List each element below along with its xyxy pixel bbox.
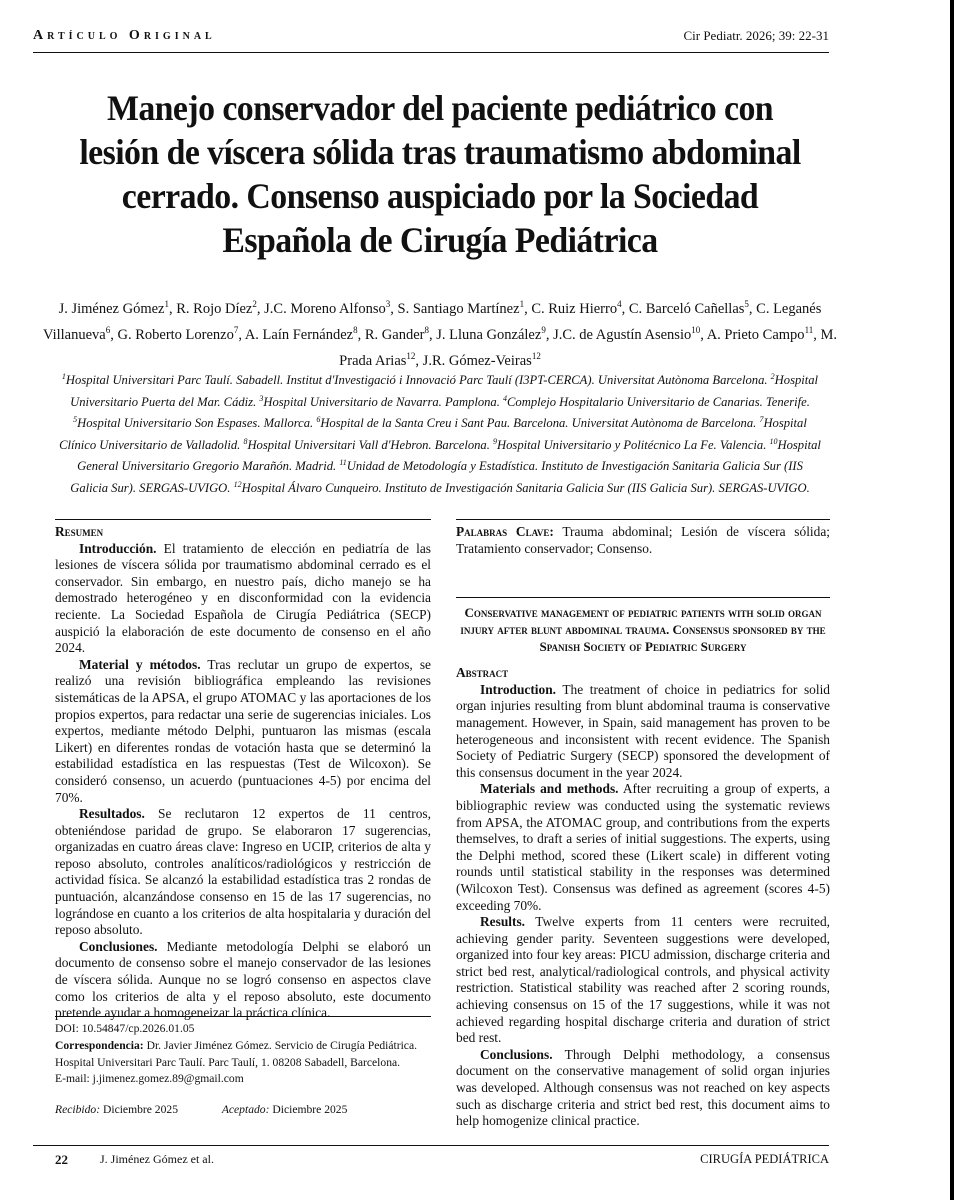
footer-author: J. Jiménez Gómez et al. — [100, 1152, 214, 1166]
resumen-rule — [55, 519, 431, 520]
author-affiliation-number: 1 — [519, 299, 525, 309]
affiliation-text: Hospital Universitario Son Espases. Mallorca. — [77, 416, 314, 431]
author-affiliation-number: 1 — [164, 299, 169, 309]
accepted-label: Aceptado: — [221, 1103, 270, 1116]
author-name: C. Barceló Cañellas — [628, 300, 745, 317]
page-header — [33, 22, 829, 53]
affiliation-number: 9 — [493, 436, 498, 446]
author-affiliation-number: 8 — [424, 324, 429, 335]
resumen-paragraph — [55, 541, 431, 657]
author-name: M. Prada Arias — [339, 326, 838, 369]
correspondence — [55, 1038, 431, 1072]
author-name: J.R. Gómez-Veiras — [422, 352, 532, 369]
affiliation-number: 2 — [770, 372, 775, 381]
affiliation-number: 5 — [73, 415, 78, 425]
english-title: Conservative management of pediatric patients with solid organ injury after blunt abdominal trauma. Consensus sponsored by the Spanish Society of Pediatric Surgery — [460, 605, 826, 655]
abstract-paragraph — [456, 914, 830, 1047]
affiliation-number: 7 — [759, 415, 764, 425]
resumen-paragraph-label: Introducción. — [79, 540, 157, 556]
author-name: R. Gander — [364, 326, 425, 343]
affiliation-number: 10 — [769, 436, 778, 446]
affiliation-text: Hospital Universitari Parc Taulí. Sabadell. Institut d'Investigació i Innovació Parc Taulí (I3PT-CERCA). Universitat Autònoma Barcelona. — [65, 373, 768, 388]
author-name: C. Leganés Villanueva — [42, 300, 822, 343]
resumen-body — [55, 541, 431, 1022]
affiliation-number: 3 — [259, 393, 264, 403]
resumen-paragraph-text: Mediante metodología Delphi se elaboró un documento de consenso sobre el manejo conservador de las lesiones de víscera sólida. Aunque no se logró consenso en aspectos clave como los criterios de alta y el reposo absoluto, este documento pretende ayudar a homogeneizar la práctica clínica. — [55, 938, 431, 1021]
author-affiliation-number: 9 — [541, 324, 546, 335]
affiliation-text: Hospital Álvaro Cunqueiro. Instituto de Investigación Sanitaria Galicia Sur (IIS Galicia Sur). SERGAS-UVIGO. — [241, 481, 810, 496]
affiliation-text: Hospital Clínico Universitario de Valladolid. — [59, 416, 807, 452]
correspondence-label: Correspondencia: — [55, 1038, 144, 1052]
resumen-paragraph — [55, 657, 431, 806]
doi: DOI: 10.54847/cp.2026.01.05 — [55, 1022, 195, 1035]
abstract-body — [456, 682, 830, 1130]
resumen-paragraph — [55, 939, 431, 1022]
author-affiliation-number: 3 — [385, 299, 391, 309]
resumen-paragraph-label: Material y métodos. — [79, 656, 201, 672]
affiliation-text: Hospital Universitari Vall d'Hebron. Barcelona. — [247, 437, 490, 452]
journal-reference: Cir Pediatr. 2026; 39: 22-31 — [683, 28, 829, 43]
affiliation-text: Hospital Universitario y Politécnico La Fe. Valencia. — [497, 437, 767, 452]
resumen-paragraph — [55, 806, 431, 939]
abstract-paragraph-text: Twelve experts from 11 centers were recruited, achieving gender parity. Seventeen suggestions were developed, organized into four key areas: PICU admission, discharge criteria and strict bed rest, analytical/radiological controls, and physical activity restriction. Statistical stability was reached after 2 scoring rounds, achieving consensus on 15 of the 17 suggestions, while it was not achieved regarding hospital discharge criteria and duration of strict bed rest. — [456, 914, 830, 1046]
affiliation-text: Hospital de la Santa Creu i Sant Pau. Barcelona. Universitat Autònoma de Barcelona. — [320, 416, 757, 431]
resumen-paragraph-text: Tras reclutar un grupo de expertos, se realizó una revisión bibliográfica empleando las revisiones sistemáticas de la APSA, el grupo ATOMAC y las aportaciones de los propios expertos, para redactar una serie de sugerencias iniciales. Los expertos, mediante método Delphi, puntuaron las mismas (escala Likert) en diferentes rondas de votación hasta que se determinó la estabilidad estadística en las respuestas (Test de Wilcoxon). Se consideró consenso, un acuerdo (puntuaciones 4-5) por encima del 70%. — [55, 656, 431, 805]
abstract-paragraph-label: Introduction. — [480, 681, 557, 697]
article-title: Manejo conservador del paciente pediátrico con lesión de víscera sólida tras traumatismo abdominal cerrado. Consenso auspiciado por la Sociedad Española de Cirugía Pediátrica — [79, 88, 801, 260]
author-name: J.C. de Agustín Asensio — [553, 326, 692, 343]
email[interactable]: E-mail: j.jimenez.gomez.89@gmail.com — [55, 1072, 244, 1086]
author-name: C. Ruiz Hierro — [531, 300, 618, 317]
author-affiliation-number: 4 — [617, 299, 622, 309]
author-name: S. Santiago Martínez — [397, 300, 520, 317]
resumen-paragraph-text: Se reclutaron 12 expertos de 11 centros, obteniéndose paridad de grupo. Se elaboraron 17 sugerencias, organizadas en cuatro áreas clave: Ingreso en UCIP, criterios de alta y reposo absoluto, controles analíticos/radiológicos y restricción de actividad física. Se alcanzó la estabilidad estadística tras 2 rondas de puntuación, alcanzándose consenso en 15 de las 17 sugerencias, no lográndose en cuanto a los criterios de alta hospitalaria y duración del reposo absoluto. — [55, 806, 431, 938]
abstract-paragraph-label: Conclusions. — [480, 1046, 553, 1062]
resumen-paragraph-label: Resultados. — [79, 806, 145, 822]
abstract-column — [456, 519, 830, 1130]
author-affiliation-number: 8 — [353, 324, 358, 335]
footer-rule — [33, 1145, 829, 1146]
author-affiliation-number: 12 — [406, 350, 416, 361]
affiliation-text: Complejo Hospitalario Universitario de Canarias. Tenerife. — [507, 394, 810, 409]
resumen-heading: Resumen — [55, 524, 104, 539]
affiliation-text: Hospital Universitario Puerta del Mar. Cádiz. — [70, 373, 819, 409]
resumen-paragraph-text: El tratamiento de elección en pediatría de las lesiones de víscera sólida por traumatismo abdominal cerrado es el conservador. Sin embargo, en nuestro país, dicho manejo se ha demostrado heterogéneo y en disconformidad con la evidencia reciente. La Sociedad Española de Cirugía Pediátrica (SECP) auspició la elaboración de este documento de consenso en el año 2024. — [55, 540, 431, 656]
english-title-rule — [456, 597, 830, 598]
author-name: J. Lluna González — [436, 326, 542, 343]
author-affiliation-number: 11 — [804, 324, 814, 335]
author-name: J.C. Moreno Alfonso — [264, 300, 386, 317]
author-affiliation-number: 10 — [691, 324, 701, 335]
abstract-paragraph — [456, 1047, 830, 1130]
affiliation-number: 4 — [503, 393, 508, 403]
abstract-paragraph — [456, 781, 830, 914]
author-name: G. Roberto Lorenzo — [117, 326, 234, 343]
keywords-label: Palabras Clave: — [456, 524, 554, 539]
affiliation-number: 6 — [316, 415, 321, 425]
author-name: J. Jiménez Gómez — [58, 300, 165, 317]
author-list: J. Jiménez Gómez$^1$, R. Rojo Díez$^2$, J.C. Moreno Alfonso$^3$, S. Santiago Martínez$^1$, C. Ruiz Hierro$^4$, C. Barceló Cañellas$^5$, C. Leganés Villanueva$^6$, G. Roberto Lorenzo$^7$, A. Laín Fernández$^8$, R. Gander$^8$, J. Lluna González$^9$, J.C. de Agustín Asensio$^{10}$, A. Prieto Campo$^{11}$, M. Prada Arias$^{12}$, J.R. Gómez-Veiras$^{12}$ — [42, 299, 838, 369]
author-affiliation-number: 2 — [252, 299, 257, 309]
affiliation-list — [58, 368, 822, 498]
article-meta — [55, 1016, 431, 1088]
author-affiliation-number: 5 — [744, 299, 749, 309]
correspondence-text: Dr. Javier Jiménez Gómez. Servicio de Cirugía Pediátrica. Hospital Universitari Parc Taulí. Parc Taulí, 1. 08208 Sabadell, Barcelona. — [55, 1038, 418, 1069]
affiliation-text: Hospital Universitario de Navarra. Pamplona. — [263, 394, 500, 409]
author-name: A. Laín Fernández — [244, 326, 354, 343]
footer-journal: CIRUGÍA PEDIÁTRICA — [700, 1152, 829, 1166]
page-number: 22 — [55, 1152, 68, 1167]
received-label: Recibido: — [55, 1103, 101, 1116]
abstract-paragraph-label: Results. — [480, 914, 526, 930]
author-affiliation-number: 12 — [531, 350, 541, 361]
abstract-paragraph-label: Materials and methods. — [480, 781, 619, 797]
affiliation-number: 11 — [339, 458, 347, 468]
section-label: Artículo Original — [33, 28, 216, 43]
accepted-date: Diciembre 2025 — [269, 1103, 348, 1116]
author-name: R. Rojo Díez — [176, 300, 253, 317]
keywords-text: Trauma abdominal; Lesión de víscera sólida; Tratamiento conservador; Consenso. — [456, 524, 830, 556]
abstract-paragraph-text: After recruiting a group of experts, a bibliographic review was conducted using the systematic reviews from APSA, the ATOMAC group, and contributions from the experts themselves, to draft a series of initial suggestions. The experts, using the Delphi method, scored these (Likert scale) in different voting rounds until statistical stability in the responses was determined (Wilcoxon Test). Consensus was defined as agreement (scores 4-5) exceeding 70%. — [456, 781, 831, 913]
resumen-paragraph-label: Conclusiones. — [79, 938, 158, 954]
resumen-column — [55, 519, 431, 1022]
page-edge — [950, 0, 954, 1200]
author-affiliation-number: 7 — [233, 324, 239, 335]
keywords-rule — [456, 519, 830, 520]
author-affiliation-number: 6 — [105, 324, 111, 335]
abstract-heading: Abstract — [456, 665, 509, 681]
author-name: A. Prieto Campo — [706, 326, 805, 343]
affiliation-text: Hospital General Universitario Gregorio Marañón. Madrid. — [77, 437, 821, 474]
submission-dates — [55, 1103, 347, 1116]
affiliation-text: Unidad de Metodología y Estadística. Instituto de Investigación Sanitaria Galicia Sur (IIS Galicia Sur). SERGAS-UVIGO. — [70, 459, 803, 496]
abstract-paragraph-text: Through Delphi methodology, a consensus document on the conservative management of solid organ injuries was developed. Although consensus was not reached on key aspects such as discharge criteria and strict bed rest, this document aims to help homogenize clinical practice. — [456, 1046, 830, 1129]
abstract-paragraph-text: The treatment of choice in pediatrics for solid organ injuries resulting from blunt abdominal trauma is conservative management. However, in Spain, said management has proven to be heterogeneous and inconsistent with recent evidence. The Spanish Society of Pediatric Surgery (SECP) sponsored the development of this consensus document in the year 2024. — [456, 681, 830, 780]
received-date: Diciembre 2025 — [100, 1103, 178, 1116]
affiliation-number: 8 — [243, 436, 248, 446]
keywords — [456, 524, 830, 557]
affiliation-number: 12 — [233, 479, 242, 489]
affiliation-number: 1 — [61, 372, 66, 381]
abstract-paragraph — [456, 682, 830, 782]
